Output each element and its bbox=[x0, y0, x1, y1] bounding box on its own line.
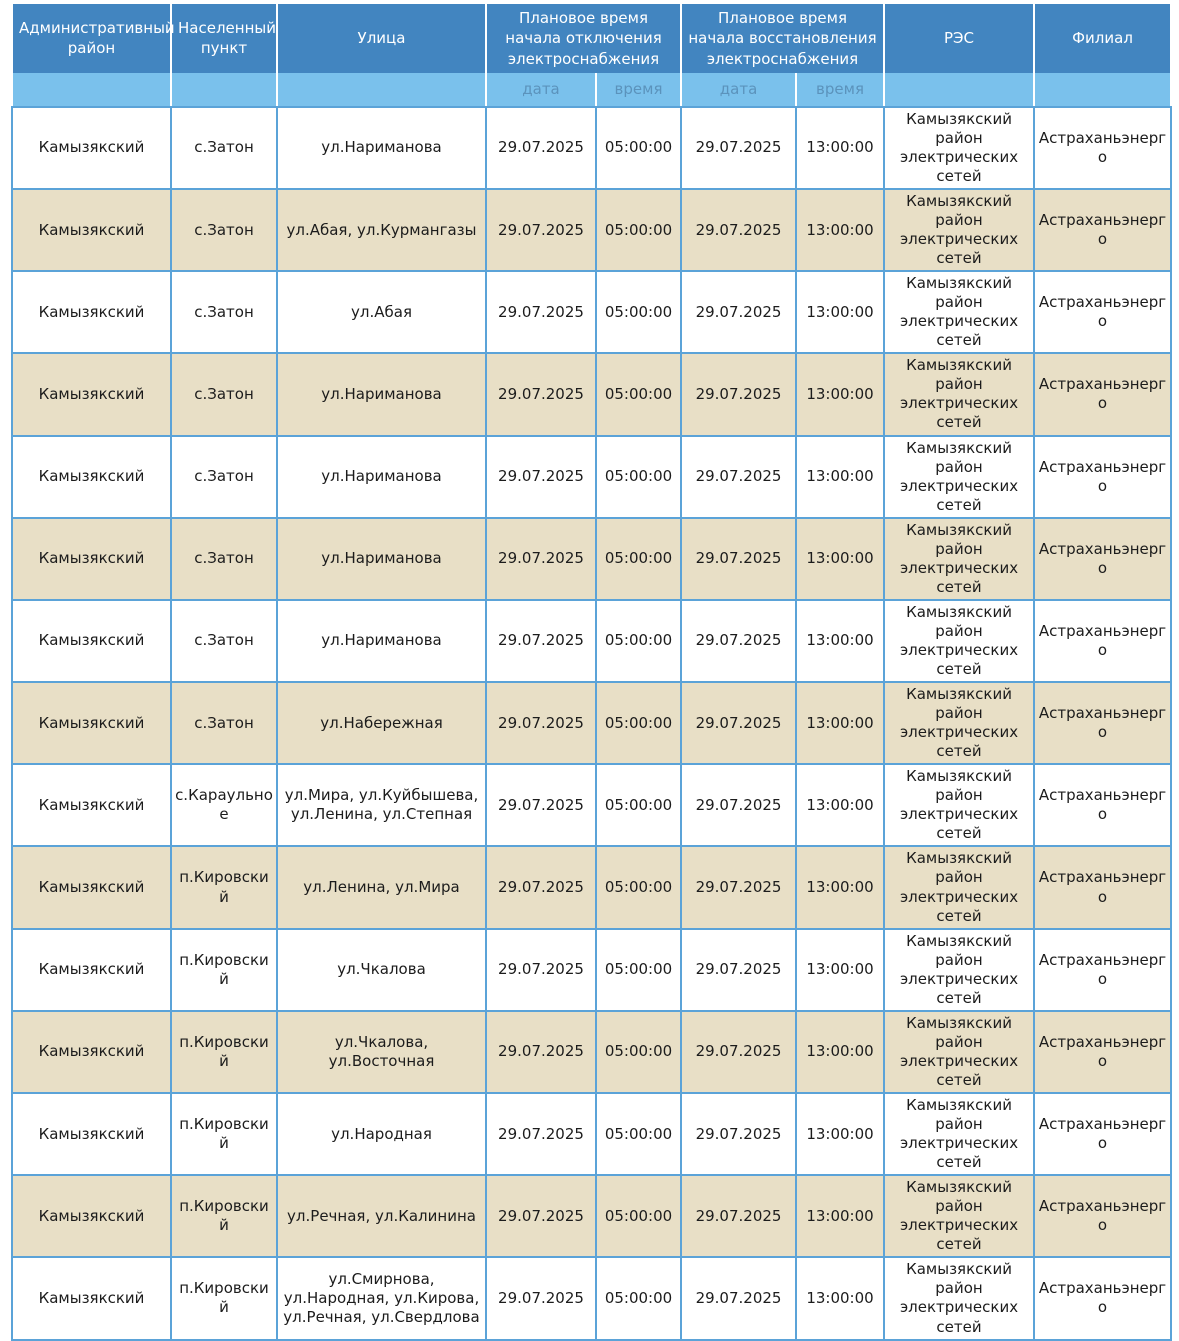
subheader-row bbox=[12, 73, 1171, 107]
table-row bbox=[12, 107, 1171, 189]
cell-outage-time: 05:00:00 bbox=[596, 189, 681, 271]
cell-res: Камызякский район электрических сетей bbox=[884, 929, 1034, 1011]
cell-settlement: с.Затон bbox=[171, 271, 277, 353]
header-row bbox=[12, 4, 1171, 73]
cell-restore-time: 13:00:00 bbox=[796, 929, 884, 1011]
table-row bbox=[12, 518, 1171, 600]
cell-admin-district: Камызякский bbox=[12, 1093, 171, 1175]
table-row bbox=[12, 1175, 1171, 1257]
cell-admin-district: Камызякский bbox=[12, 436, 171, 518]
cell-branch: Астраханьэнерго bbox=[1034, 436, 1171, 518]
cell-outage-date: 29.07.2025 bbox=[486, 436, 596, 518]
table-row bbox=[12, 929, 1171, 1011]
cell-branch: Астраханьэнерго bbox=[1034, 1257, 1171, 1339]
cell-settlement: п.Кировский bbox=[171, 1175, 277, 1257]
col-header-admin-district: Административный район bbox=[12, 4, 171, 73]
cell-restore-date: 29.07.2025 bbox=[681, 1257, 796, 1339]
col-header-settlement: Населенный пункт bbox=[171, 4, 277, 73]
cell-res: Камызякский район электрических сетей bbox=[884, 600, 1034, 682]
cell-admin-district: Камызякский bbox=[12, 518, 171, 600]
cell-branch: Астраханьэнерго bbox=[1034, 189, 1171, 271]
cell-street: ул.Народная bbox=[277, 1093, 486, 1175]
cell-outage-time: 05:00:00 bbox=[596, 1093, 681, 1175]
cell-restore-date: 29.07.2025 bbox=[681, 600, 796, 682]
table-row bbox=[12, 189, 1171, 271]
cell-settlement: с.Затон bbox=[171, 107, 277, 189]
cell-res: Камызякский район электрических сетей bbox=[884, 846, 1034, 928]
table-row bbox=[12, 1257, 1171, 1339]
subheader-empty-branch bbox=[1034, 73, 1171, 107]
cell-restore-time: 13:00:00 bbox=[796, 271, 884, 353]
cell-restore-time: 13:00:00 bbox=[796, 1175, 884, 1257]
cell-outage-time: 05:00:00 bbox=[596, 682, 681, 764]
cell-branch: Астраханьэнерго bbox=[1034, 1011, 1171, 1093]
cell-admin-district: Камызякский bbox=[12, 846, 171, 928]
table-row bbox=[12, 436, 1171, 518]
cell-outage-date: 29.07.2025 bbox=[486, 1011, 596, 1093]
cell-settlement: с.Затон bbox=[171, 518, 277, 600]
cell-settlement: с.Затон bbox=[171, 436, 277, 518]
subheader-outage-time: время bbox=[596, 73, 681, 107]
col-header-res: РЭС bbox=[884, 4, 1034, 73]
cell-outage-time: 05:00:00 bbox=[596, 846, 681, 928]
col-header-street: Улица bbox=[277, 4, 486, 73]
cell-street: ул.Нариманова bbox=[277, 600, 486, 682]
col-header-branch: Филиал bbox=[1034, 4, 1171, 73]
cell-outage-date: 29.07.2025 bbox=[486, 846, 596, 928]
cell-street: ул.Абая bbox=[277, 271, 486, 353]
cell-branch: Астраханьэнерго bbox=[1034, 1175, 1171, 1257]
cell-admin-district: Камызякский bbox=[12, 189, 171, 271]
cell-admin-district: Камызякский bbox=[12, 1175, 171, 1257]
cell-restore-date: 29.07.2025 bbox=[681, 518, 796, 600]
cell-settlement: п.Кировский bbox=[171, 929, 277, 1011]
cell-admin-district: Камызякский bbox=[12, 107, 171, 189]
cell-admin-district: Камызякский bbox=[12, 600, 171, 682]
cell-restore-time: 13:00:00 bbox=[796, 1011, 884, 1093]
cell-outage-date: 29.07.2025 bbox=[486, 353, 596, 435]
cell-branch: Астраханьэнерго bbox=[1034, 929, 1171, 1011]
cell-branch: Астраханьэнерго bbox=[1034, 764, 1171, 846]
cell-restore-time: 13:00:00 bbox=[796, 1257, 884, 1339]
cell-outage-date: 29.07.2025 bbox=[486, 600, 596, 682]
col-header-outage-start: Плановое время начала отключения электроснабжения bbox=[486, 4, 681, 73]
cell-outage-date: 29.07.2025 bbox=[486, 189, 596, 271]
cell-settlement: с.Затон bbox=[171, 600, 277, 682]
cell-street: ул.Нариманова bbox=[277, 107, 486, 189]
table-row bbox=[12, 764, 1171, 846]
cell-branch: Астраханьэнерго bbox=[1034, 1093, 1171, 1175]
cell-street: ул.Речная, ул.Калинина bbox=[277, 1175, 486, 1257]
cell-outage-date: 29.07.2025 bbox=[486, 518, 596, 600]
cell-restore-date: 29.07.2025 bbox=[681, 929, 796, 1011]
cell-branch: Астраханьэнерго bbox=[1034, 353, 1171, 435]
cell-restore-time: 13:00:00 bbox=[796, 107, 884, 189]
cell-branch: Астраханьэнерго bbox=[1034, 846, 1171, 928]
table-row bbox=[12, 1011, 1171, 1093]
cell-outage-date: 29.07.2025 bbox=[486, 1257, 596, 1339]
cell-branch: Астраханьэнерго bbox=[1034, 271, 1171, 353]
cell-restore-time: 13:00:00 bbox=[796, 436, 884, 518]
cell-street: ул.Нариманова bbox=[277, 436, 486, 518]
cell-settlement: с.Затон bbox=[171, 353, 277, 435]
cell-outage-date: 29.07.2025 bbox=[486, 1175, 596, 1257]
cell-restore-time: 13:00:00 bbox=[796, 846, 884, 928]
cell-branch: Астраханьэнерго bbox=[1034, 518, 1171, 600]
cell-branch: Астраханьэнерго bbox=[1034, 682, 1171, 764]
cell-res: Камызякский район электрических сетей bbox=[884, 1175, 1034, 1257]
cell-restore-time: 13:00:00 bbox=[796, 1093, 884, 1175]
subheader-restore-date: дата bbox=[681, 73, 796, 107]
cell-outage-time: 05:00:00 bbox=[596, 1175, 681, 1257]
cell-restore-date: 29.07.2025 bbox=[681, 189, 796, 271]
table-row bbox=[12, 846, 1171, 928]
cell-res: Камызякский район электрических сетей bbox=[884, 189, 1034, 271]
cell-street: ул.Абая, ул.Курмангазы bbox=[277, 189, 486, 271]
cell-admin-district: Камызякский bbox=[12, 929, 171, 1011]
cell-restore-date: 29.07.2025 bbox=[681, 107, 796, 189]
cell-restore-date: 29.07.2025 bbox=[681, 1175, 796, 1257]
cell-outage-time: 05:00:00 bbox=[596, 271, 681, 353]
cell-restore-date: 29.07.2025 bbox=[681, 1011, 796, 1093]
cell-restore-date: 29.07.2025 bbox=[681, 1093, 796, 1175]
cell-settlement: п.Кировский bbox=[171, 1093, 277, 1175]
subheader-restore-time: время bbox=[796, 73, 884, 107]
cell-res: Камызякский район электрических сетей bbox=[884, 436, 1034, 518]
cell-admin-district: Камызякский bbox=[12, 353, 171, 435]
cell-res: Камызякский район электрических сетей bbox=[884, 764, 1034, 846]
table-body bbox=[12, 107, 1171, 1340]
subheader-outage-date: дата bbox=[486, 73, 596, 107]
cell-street: ул.Нариманова bbox=[277, 518, 486, 600]
cell-admin-district: Камызякский bbox=[12, 682, 171, 764]
cell-restore-time: 13:00:00 bbox=[796, 600, 884, 682]
cell-outage-time: 05:00:00 bbox=[596, 600, 681, 682]
cell-res: Камызякский район электрических сетей bbox=[884, 271, 1034, 353]
subheader-empty-admin-district bbox=[12, 73, 171, 107]
cell-settlement: п.Кировский bbox=[171, 1011, 277, 1093]
cell-street: ул.Набережная bbox=[277, 682, 486, 764]
cell-admin-district: Камызякский bbox=[12, 1257, 171, 1339]
cell-settlement: п.Кировский bbox=[171, 1257, 277, 1339]
cell-restore-time: 13:00:00 bbox=[796, 518, 884, 600]
subheader-empty-street bbox=[277, 73, 486, 107]
cell-res: Камызякский район электрических сетей bbox=[884, 1093, 1034, 1175]
cell-outage-date: 29.07.2025 bbox=[486, 682, 596, 764]
cell-restore-date: 29.07.2025 bbox=[681, 764, 796, 846]
cell-outage-time: 05:00:00 bbox=[596, 436, 681, 518]
col-header-restore-start: Плановое время начала восстановления электроснабжения bbox=[681, 4, 884, 73]
cell-restore-time: 13:00:00 bbox=[796, 189, 884, 271]
cell-street: ул.Чкалова, ул.Восточная bbox=[277, 1011, 486, 1093]
cell-branch: Астраханьэнерго bbox=[1034, 600, 1171, 682]
cell-settlement: п.Кировский bbox=[171, 846, 277, 928]
table-row bbox=[12, 271, 1171, 353]
cell-settlement: с.Затон bbox=[171, 682, 277, 764]
cell-settlement: с.Караульное bbox=[171, 764, 277, 846]
subheader-empty-res bbox=[884, 73, 1034, 107]
table-row bbox=[12, 353, 1171, 435]
cell-res: Камызякский район электрических сетей bbox=[884, 1011, 1034, 1093]
cell-res: Камызякский район электрических сетей bbox=[884, 1257, 1034, 1339]
cell-outage-time: 05:00:00 bbox=[596, 518, 681, 600]
cell-res: Камызякский район электрических сетей bbox=[884, 353, 1034, 435]
cell-outage-time: 05:00:00 bbox=[596, 764, 681, 846]
cell-restore-time: 13:00:00 bbox=[796, 682, 884, 764]
cell-restore-date: 29.07.2025 bbox=[681, 436, 796, 518]
cell-branch: Астраханьэнерго bbox=[1034, 107, 1171, 189]
cell-outage-date: 29.07.2025 bbox=[486, 764, 596, 846]
cell-restore-date: 29.07.2025 bbox=[681, 682, 796, 764]
table-row bbox=[12, 1093, 1171, 1175]
cell-outage-date: 29.07.2025 bbox=[486, 1093, 596, 1175]
subheader-empty-settlement bbox=[171, 73, 277, 107]
cell-restore-time: 13:00:00 bbox=[796, 353, 884, 435]
cell-street: ул.Мира, ул.Куйбышева, ул.Ленина, ул.Степная bbox=[277, 764, 486, 846]
cell-res: Камызякский район электрических сетей bbox=[884, 107, 1034, 189]
cell-restore-time: 13:00:00 bbox=[796, 764, 884, 846]
cell-outage-time: 05:00:00 bbox=[596, 1257, 681, 1339]
cell-settlement: с.Затон bbox=[171, 189, 277, 271]
table-row bbox=[12, 682, 1171, 764]
cell-street: ул.Нариманова bbox=[277, 353, 486, 435]
cell-street: ул.Смирнова, ул.Народная, ул.Кирова, ул.Речная, ул.Свердлова bbox=[277, 1257, 486, 1339]
cell-outage-date: 29.07.2025 bbox=[486, 107, 596, 189]
cell-outage-time: 05:00:00 bbox=[596, 1011, 681, 1093]
cell-restore-date: 29.07.2025 bbox=[681, 846, 796, 928]
cell-outage-time: 05:00:00 bbox=[596, 353, 681, 435]
cell-outage-time: 05:00:00 bbox=[596, 929, 681, 1011]
cell-outage-time: 05:00:00 bbox=[596, 107, 681, 189]
cell-res: Камызякский район электрических сетей bbox=[884, 518, 1034, 600]
cell-street: ул.Ленина, ул.Мира bbox=[277, 846, 486, 928]
table-row bbox=[12, 600, 1171, 682]
cell-admin-district: Камызякский bbox=[12, 271, 171, 353]
outage-schedule-table bbox=[11, 4, 1172, 1341]
cell-outage-date: 29.07.2025 bbox=[486, 929, 596, 1011]
table-header bbox=[12, 4, 1171, 107]
cell-admin-district: Камызякский bbox=[12, 764, 171, 846]
cell-street: ул.Чкалова bbox=[277, 929, 486, 1011]
cell-restore-date: 29.07.2025 bbox=[681, 271, 796, 353]
cell-res: Камызякский район электрических сетей bbox=[884, 682, 1034, 764]
cell-admin-district: Камызякский bbox=[12, 1011, 171, 1093]
cell-restore-date: 29.07.2025 bbox=[681, 353, 796, 435]
cell-outage-date: 29.07.2025 bbox=[486, 271, 596, 353]
